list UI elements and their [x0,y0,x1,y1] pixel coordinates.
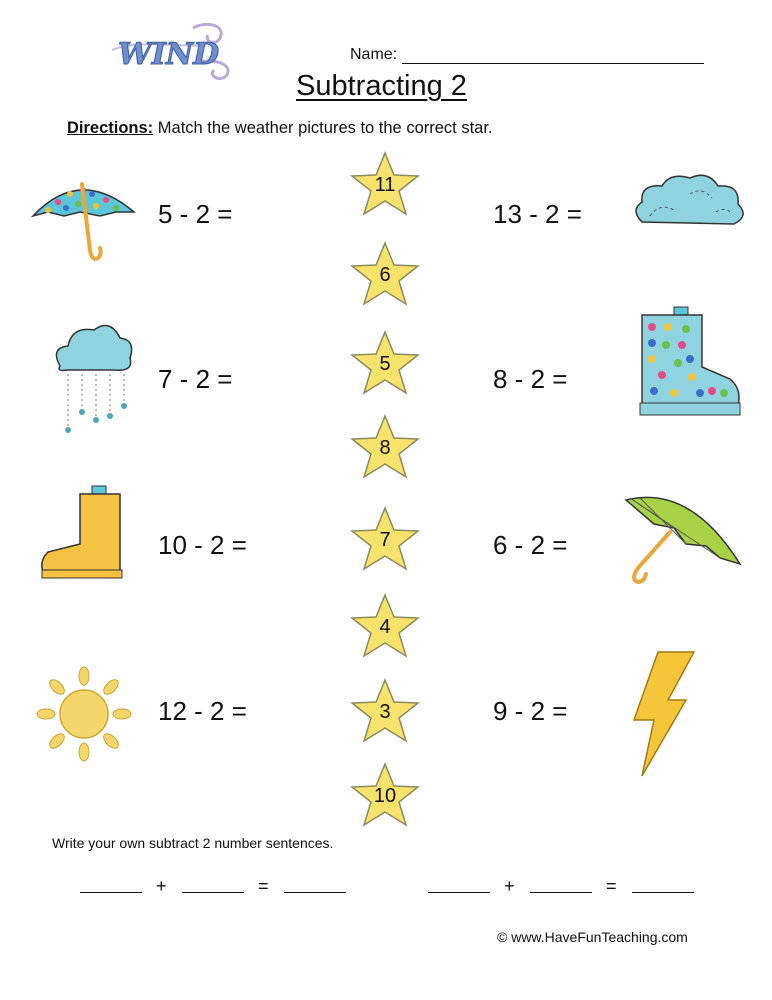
directions [67,119,493,138]
equals-sign: = [258,876,269,896]
yellow-boot-icon [36,484,132,584]
page-title: Subtracting 2 [296,70,467,102]
directions-label: Directions: [67,119,154,137]
copyright-text: © www.HaveFunTeaching.com [497,929,688,945]
star-number: 7 [379,529,391,551]
answer-blank[interactable] [428,874,490,893]
problem-left-4: 12 - 2 = [158,696,247,726]
star-number: 5 [379,353,391,375]
problem-left-3: 10 - 2 = [158,530,247,560]
problem-right-1: 13 - 2 = [493,199,582,229]
answer-blank[interactable] [182,874,244,893]
problem-right-4: 9 - 2 = [493,696,568,726]
plus-sign: + [156,876,167,896]
star-number: 11 [374,174,396,196]
star-number: 4 [379,616,391,638]
name-label: Name: [350,46,398,63]
plus-sign: + [504,876,515,896]
write-own-instruction: Write your own subtract 2 number sentences. [52,835,334,851]
equals-sign: = [606,876,617,896]
directions-text: Match the weather pictures to the correct star. [153,119,493,137]
wind-logo [108,20,238,82]
star-number: 3 [379,701,391,723]
answer-blank[interactable] [284,874,346,893]
problem-left-2: 7 - 2 = [158,364,233,394]
star-2[interactable] [349,241,421,307]
green-umbrella-icon [620,488,744,584]
star-4[interactable] [349,414,421,480]
name-field[interactable] [402,63,704,64]
star-5[interactable] [349,506,421,572]
star-number: 8 [379,437,391,459]
polka-dot-umbrella-icon [28,172,138,267]
polka-dot-boot-icon [634,305,744,425]
star-number: 6 [379,264,391,286]
star-8[interactable] [349,762,421,828]
rain-cloud-icon [50,318,136,440]
star-6[interactable] [349,593,421,659]
star-3[interactable] [349,330,421,396]
problem-right-3: 6 - 2 = [493,530,568,560]
answer-blank[interactable] [632,874,694,893]
star-1[interactable] [349,151,421,217]
problem-left-1: 5 - 2 = [158,199,233,229]
answer-blank[interactable] [80,874,142,893]
answer-blank[interactable] [530,874,592,893]
sun-icon [36,666,132,762]
logo-text: WIND [118,37,220,72]
lightning-bolt-icon [628,650,698,778]
problem-right-2: 8 - 2 = [493,364,568,394]
star-number: 10 [373,785,397,807]
cloud-icon [630,172,750,232]
star-7[interactable] [349,678,421,744]
